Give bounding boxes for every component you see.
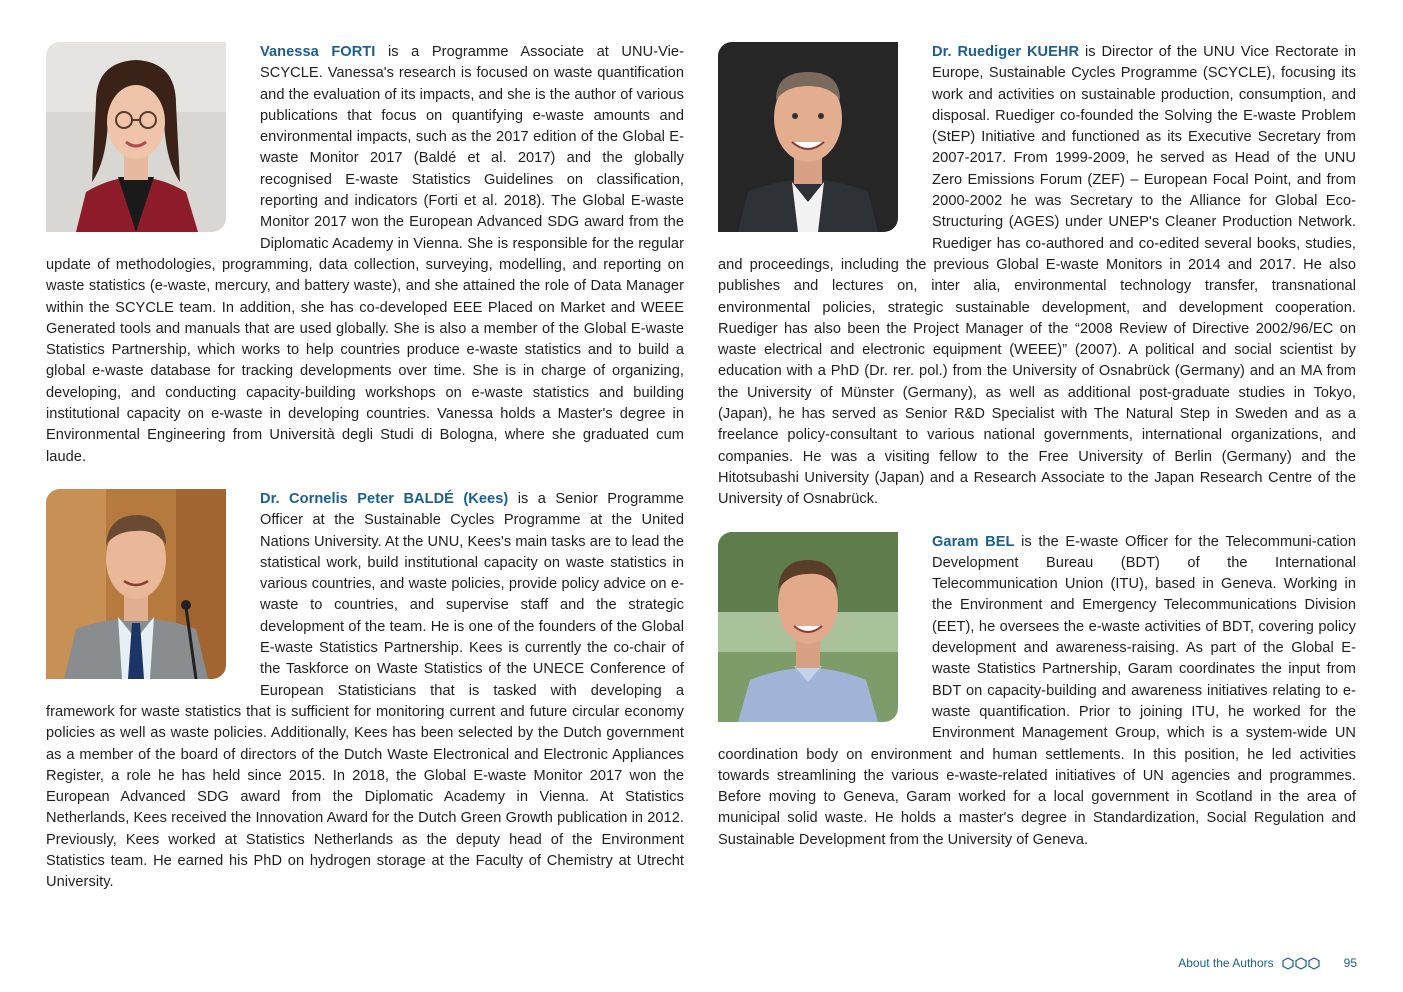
- author-name-bel: Garam BEL: [932, 533, 1015, 550]
- author-name-kuehr: Dr. Ruediger KUEHR: [932, 44, 1080, 60]
- author-name-forti: Vanessa FORTI: [260, 44, 376, 60]
- portrait-photo-bel: [718, 532, 898, 722]
- author-text-bel: is the E-waste Officer for the Telecommuni-cation Development Bureau (BDT) of the International Telecommunication Union (ITU), based in Geneva. Working in the Environment and Emergency Telecommunications Division (EET), he oversees the e-waste activities of BDT, covering policy development and awareness-raising. As part of the Global E-waste Statistics Partnership, Garam coordinates the input from BDT on capacity-building and awareness initiatives relating to e-waste quantification. Prior to joining ITU, he worked for the Environment Management Group, which is a system-wide UN coordination body on environment and human settlements. In this position, he led activities towards streamlining the various e-waste-related initiatives of UN agencies and programmes. Before moving to Geneva, Garam worked for a local government in Scotland in the area of municipal solid waste. He holds a master's degree in Standardization, Social Regulation and Sustainable Development from the University of Geneva.: [718, 533, 1357, 848]
- hexagon-icon: [1282, 957, 1322, 970]
- page-number: 95: [1343, 956, 1357, 970]
- author-bio-forti: [46, 42, 684, 468]
- author-text-balde: is a Senior Programme Officer at the Sustainable Cycles Programme at the United Nations University. At the UNU, Kees's main tasks are to lead the statistical work, build institutional capacity on waste statistics in various countries, and waste policies, provide policy advice on e-waste to countries, and supervise staff and the strategic development of the team. He is one of the founders of the Global E-waste Statistics Partnership. Kees is currently the co-chair of the Taskforce on Waste Statistics of the UNECE Conference of European Statisticians that is tasked with developing a framework for waste statistics that is sufficient for monitoring current and future circular economy policies as well as waste policies. Additionally, Kees has been selected by the Dutch government as a member of the board of directors of the Dutch Waste Electronical and Electronic Appliances Register, a role he has held since 2015. In 2018, the Global E-waste Monitor 2017 won the European Advanced SDG award from the Diplomatic Academy in Vienna. At Statistics Netherlands, Kees received the Innovation Award for the Dutch Green Growth publication in 2012. Previously, Kees worked at Statistics Netherlands as the deputy head of the Environment Statistics team. He earned his PhD on hydrogen storage at the Faculty of Chemistry at Utrecht University.: [46, 490, 684, 891]
- portrait-photo-forti: [46, 42, 226, 232]
- author-bio-bel: [718, 532, 1356, 851]
- portrait-photo-balde: [46, 489, 226, 679]
- portrait-photo-kuehr: [718, 42, 898, 232]
- right-column: [718, 42, 1356, 872]
- author-bio-balde: [46, 489, 684, 894]
- author-text-forti: is a Programme Associate at UNU-Vie-SCYCLE. Vanessa's research is focused on waste quantification and the evaluation of its impacts, and she is the author of various publications that focus on quantifying e-waste amounts and environmental impacts, such as the 2017 edition of the Global E-waste Monitor 2017 (Baldé et al. 2017) and the globally recognised E-waste Statistics Guidelines on classification, reporting and indicators (Forti et al. 2018). The Global E-waste Monitor 2017 won the European Advanced SDG award from the Diplomatic Academy in Vienna. She is responsible for the regular update of methodologies, programming, data collection, surveying, modelling, and reporting on waste statistics (e-waste, mercury, and battery waste), and she attained the role of Data Manager within the SCYCLE team. In addition, she has co-developed EEE Placed on Market and WEEE Generated tools and manuals that are used globally. She is also a member of the Global E-waste Statistics Partnership, which works to help countries produce e-waste statistics and to build a global e-waste database for tracking developments over time. She is in charge of organizing, developing, and conducting capacity-building workshops on e-waste statistics and building institutional capacity on e-waste in developing countries. Vanessa holds a Master's degree in Environmental Engineering from Università degli Studi di Bologna, where she graduated cum laude.: [46, 44, 685, 465]
- author-bio-kuehr: [718, 42, 1356, 511]
- footer-section-title: About the Authors: [1178, 956, 1274, 970]
- author-text-kuehr: is Director of the UNU Vice Rectorate in Europe, Sustainable Cycles Programme (SCYCLE), focusing its work and activities on sustainable production, consumption, and disposal. Ruediger co-founded the Solving the E-waste Problem (StEP) Initiative and functioned as its Executive Secretary from 2007-2017. From 1999-2009, he served as Head of the UNU Zero Emissions Forum (ZEF) – European Focal Point, and from 2000-2002 he was Secretary to the Alliance for Global Eco-Structuring (AGES) under UNEP's Cleaner Production Network. Ruediger has co-authored and co-edited several books, studies, and proceedings, including the previous Global E-waste Monitors in 2014 and 2017. He also publishes and lectures on, inter alia, environmental technology transfer, transnational environmental policies, strategic sustainable development, and development cooperation. Ruediger has also been the Project Manager of the “2008 Review of Directive 2002/96/EC on waste electrical and electronic equipment (WEEE)” (2007). A political and social scientist by education with a PhD (Dr. rer. pol.) from the University of Osnabrück (Germany) and an MA from the University of Münster (Germany), as well as additional post-graduate studies in Tokyo, (Japan), he has served as Senior R&D Specialist with The Natural Step in Sweden and as a freelance policy-consultant to various national governments, international organizations, and companies. He was a visiting fellow to the Free University of Berlin (Germany) and the Hitotsubashi University (Japan) and a Research Associate to the Japan Research Centre of the University of Osnabrück.: [718, 44, 1356, 508]
- left-column: [46, 42, 684, 915]
- page-footer: [1178, 956, 1357, 970]
- author-name-balde: Dr. Cornelis Peter BALDÉ (Kees): [260, 490, 509, 507]
